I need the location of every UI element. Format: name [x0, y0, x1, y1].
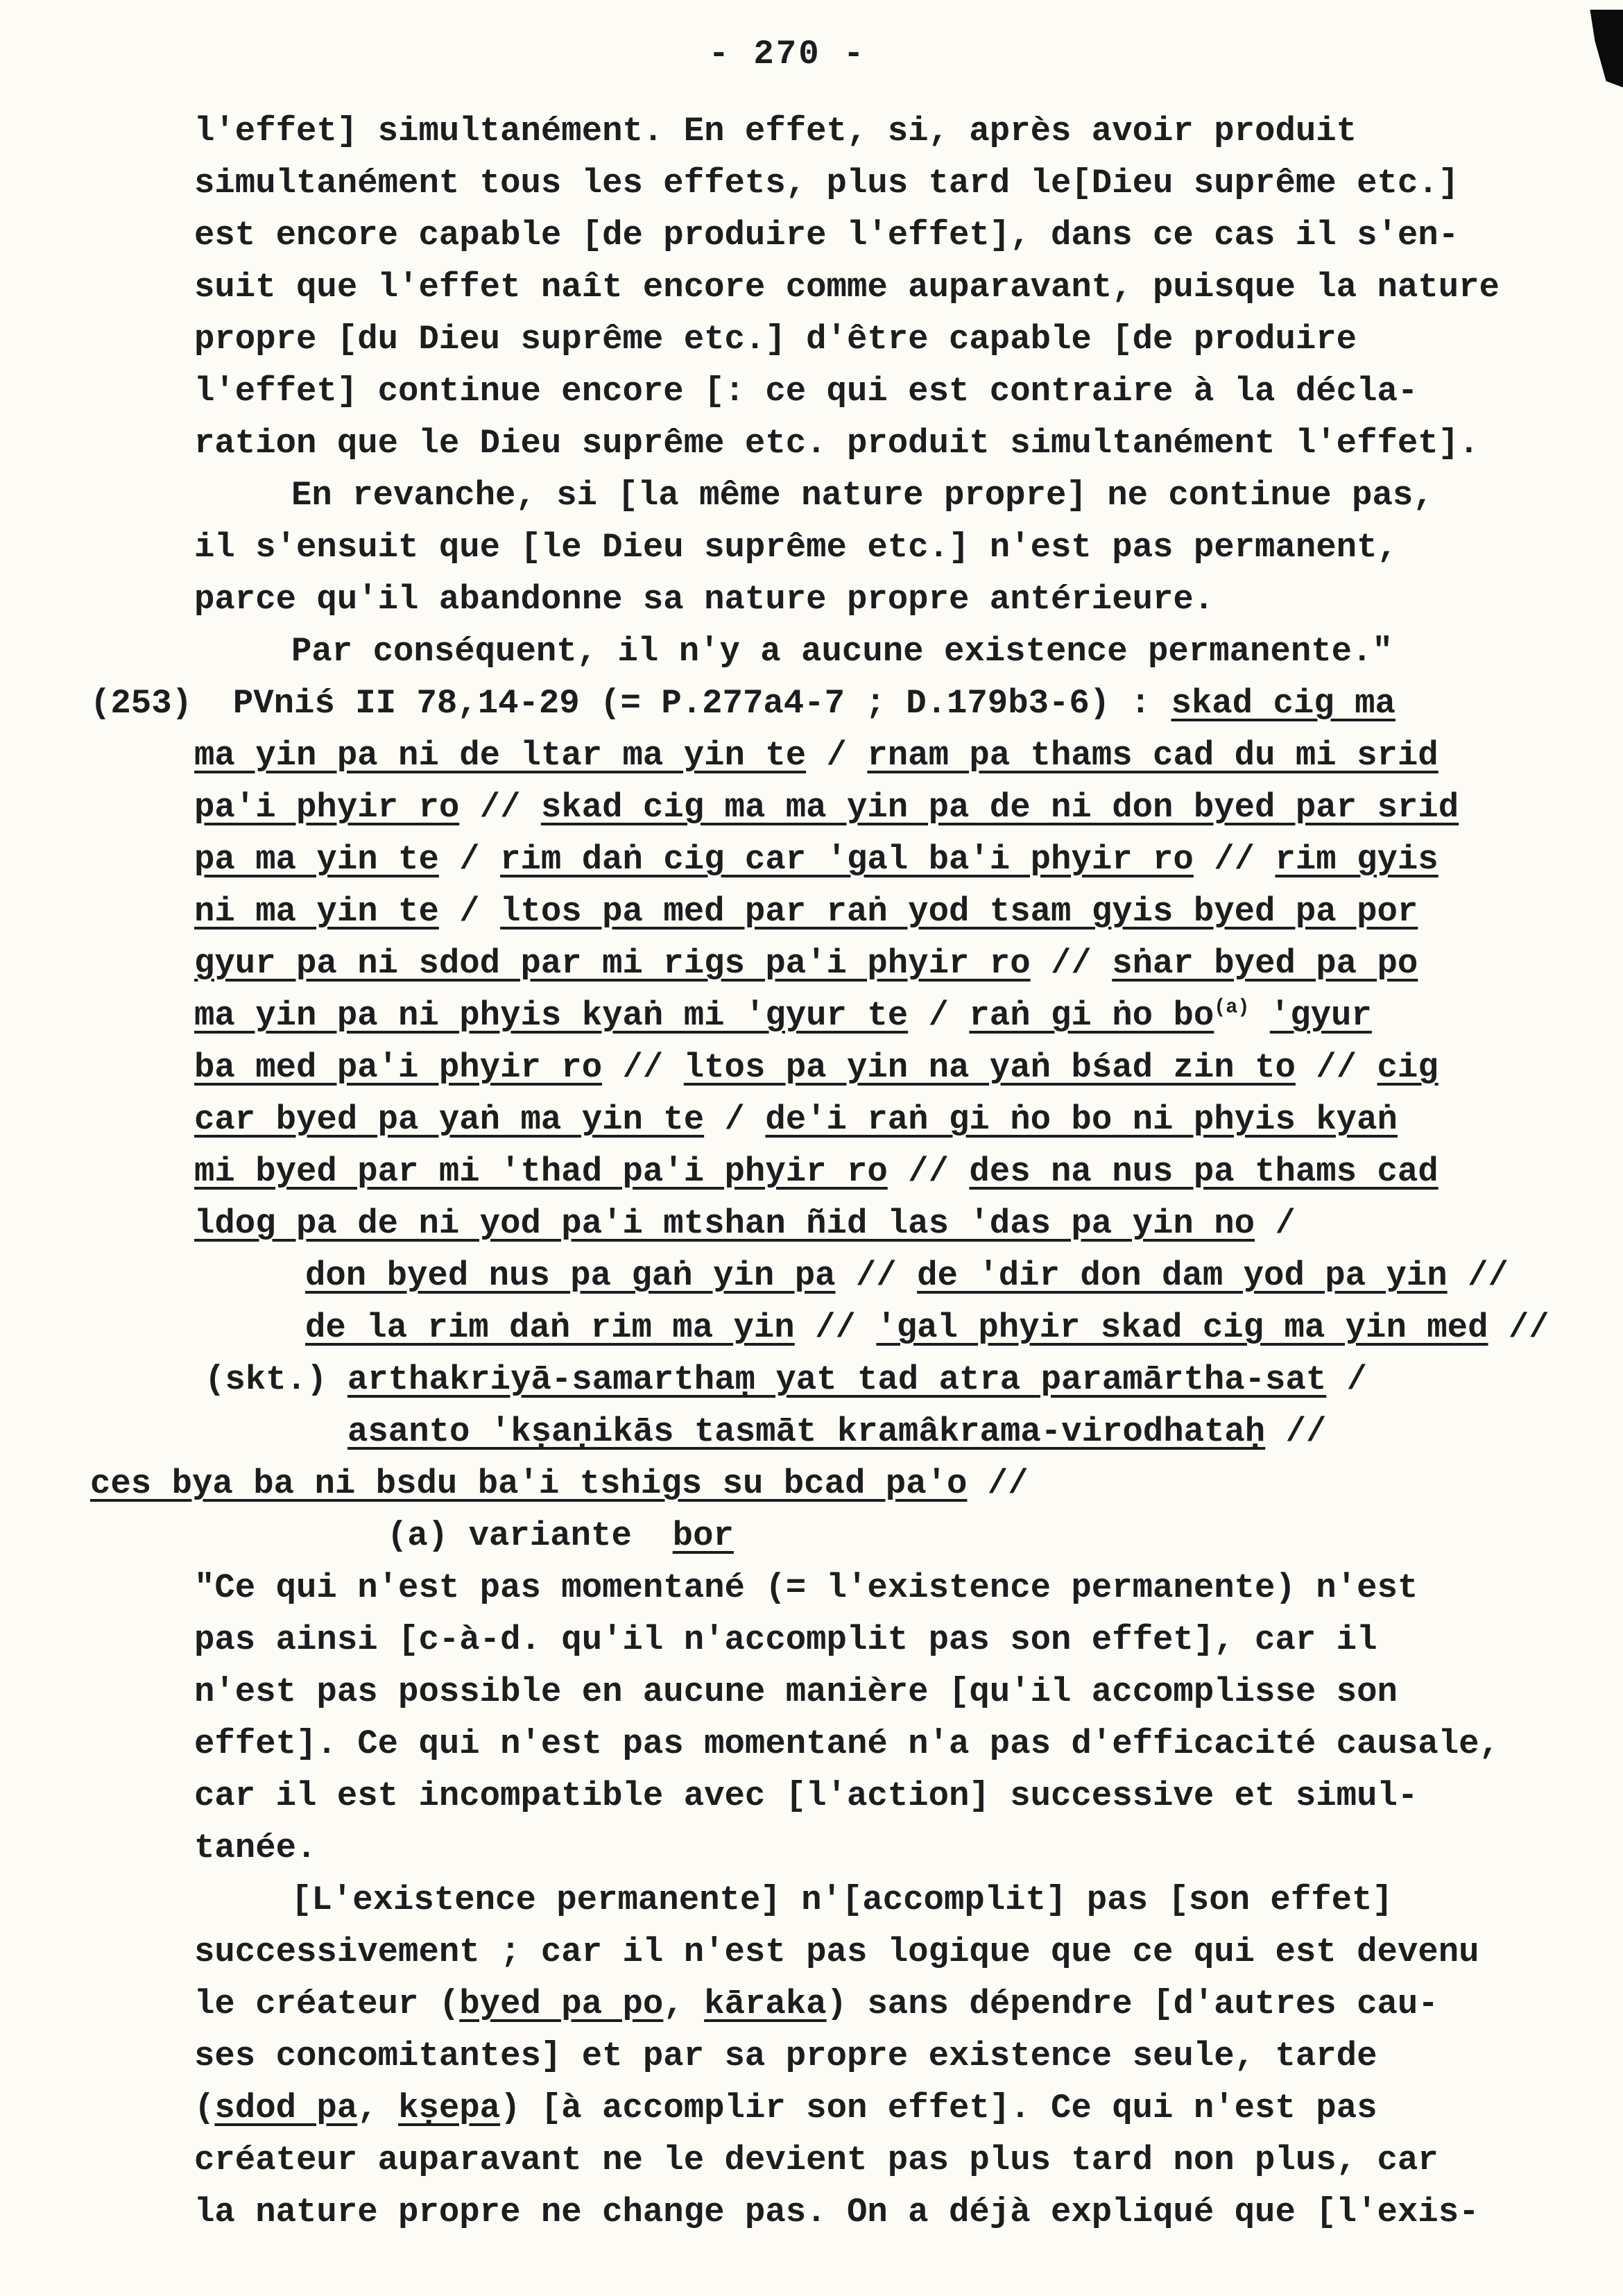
text-segment: il s'ensuit que [le Dieu suprême etc.] n'est pas permanent, [194, 528, 1398, 567]
underlined-text: byed pa po [459, 1985, 664, 2023]
scan-artifact-corner [1583, 10, 1623, 87]
text-segment: // [794, 1308, 877, 1347]
text-segment: / [704, 1100, 766, 1139]
text-segment: Par conséquent, il n'y a aucune existence permanente." [291, 632, 1393, 671]
text-segment: En revanche, si [la même nature propre] ne continue pas, [291, 476, 1434, 515]
underlined-text: ba med pa'i phyir ro [194, 1048, 603, 1087]
text-segment: // [1265, 1412, 1327, 1451]
text-segment: // [887, 1152, 970, 1191]
text-segment: (a) variante [387, 1516, 673, 1555]
underlined-text: kāraka [704, 1985, 827, 2023]
text-line [194, 1718, 1588, 1770]
text-line [194, 2082, 1588, 2134]
text-segment: / [1255, 1204, 1296, 1243]
text-line [194, 418, 1588, 470]
text-line [194, 782, 1588, 834]
text-segment: // [1295, 1048, 1377, 1087]
underlined-text: raṅ gi ṅo bo [969, 996, 1214, 1035]
text-line [194, 314, 1588, 366]
text-segment: le créateur ( [194, 1985, 460, 2023]
text-segment: est encore capable [de produire l'effet], dans ce cas il s'en- [194, 216, 1459, 255]
text-segment: propre [du Dieu suprême etc.] d'être capable [de produire [194, 320, 1357, 359]
underlined-text: rnam pa thams cad du mi srid [867, 736, 1439, 775]
text-segment: , [357, 2089, 399, 2127]
underlined-text: ma yin pa ni de ltar ma yin te [194, 736, 807, 775]
underlined-text: cig [1377, 1048, 1439, 1087]
text-segment: // [835, 1256, 918, 1295]
text-line [291, 470, 1588, 522]
text-line [90, 1458, 1588, 1510]
underlined-text: ltos pa med par raṅ yod tsam gyis byed pa por [500, 892, 1418, 931]
text-segment: ration que le Dieu suprême etc. produit simultanément l'effet]. [194, 424, 1479, 463]
text-line [194, 2134, 1588, 2186]
underlined-text: gyur pa ni sdod par mi rigs pa'i phyir ro [194, 944, 1031, 983]
underlined-text: don byed nus pa gaṅ yin pa [305, 1256, 836, 1295]
text-segment: car il est incompatible avec [l'action] successive et simul- [194, 1776, 1418, 1815]
text-line [305, 1250, 1588, 1302]
text-line [194, 262, 1588, 314]
underlined-text: de'i raṅ gi ṅo bo ni phyis kyaṅ [765, 1100, 1398, 1139]
text-line [194, 105, 1588, 157]
text-segment [1249, 996, 1269, 1035]
text-line [194, 366, 1588, 418]
text-segment: n'est pas possible en aucune manière [qu'il accomplisse son [194, 1672, 1398, 1711]
text-segment: (253) PVniś II 78,14-29 (= P.277a4-7 ; D.179b3-6) : [90, 684, 1171, 723]
text-segment: successivement ; car il n'est pas logique que ce qui est devenu [194, 1933, 1479, 1971]
text-segment: l'effet] continue encore [: ce qui est contraire à la décla- [194, 372, 1418, 411]
text-line [194, 1094, 1588, 1146]
text-segment: ) sans dépendre [d'autres cau- [826, 1985, 1439, 2023]
text-line [194, 990, 1588, 1042]
underlined-text: asanto 'kṣaṇikās tasmāt kramâkrama-virodhataḥ [347, 1412, 1266, 1451]
text-body [90, 105, 1588, 2238]
underlined-text: car byed pa yaṅ ma yin te [194, 1100, 705, 1139]
text-line [194, 1978, 1588, 2030]
text-segment: effet]. Ce qui n'est pas momentané n'a pas d'efficacité causale, [194, 1724, 1500, 1763]
text-line [205, 1354, 1588, 1406]
text-segment: // [459, 788, 541, 827]
text-segment: suit que l'effet naît encore comme auparavant, puisque la nature [194, 268, 1500, 307]
text-segment: // [1030, 944, 1113, 983]
underlined-text: 'gal phyir skad cig ma yin med [876, 1308, 1488, 1347]
text-line [305, 1302, 1588, 1354]
text-line [194, 1822, 1588, 1874]
text-segment: pas ainsi [c-à-d. qu'il n'accomplit pas son effet], car il [194, 1620, 1377, 1659]
underlined-text: rim gyis [1275, 840, 1439, 879]
text-segment: ses concomitantes] et par sa propre existence seule, tarde [194, 2037, 1377, 2075]
text-segment: parce qu'il abandonne sa nature propre antérieure. [194, 580, 1214, 619]
text-line [194, 1562, 1588, 1614]
text-segment: , [663, 1985, 705, 2023]
text-line [90, 678, 1588, 730]
text-segment: ) [à accomplir son effet]. Ce qui n'est pas [500, 2089, 1377, 2127]
text-segment: créateur auparavant ne le devient pas plus tard non plus, car [194, 2141, 1439, 2179]
text-segment: / [438, 892, 501, 931]
text-line [194, 886, 1588, 938]
text-line [347, 1406, 1588, 1458]
text-segment: / [1326, 1360, 1368, 1399]
text-segment: / [438, 840, 501, 879]
underlined-text: 'gyur [1269, 996, 1372, 1035]
text-line [291, 1874, 1588, 1926]
underlined-text: kṣepa [398, 2089, 501, 2127]
underlined-text: bor [672, 1516, 734, 1555]
text-line [194, 1770, 1588, 1822]
underlined-text: ni ma yin te [194, 892, 439, 931]
text-line [194, 209, 1588, 262]
text-segment: / [908, 996, 970, 1035]
text-segment: // [967, 1464, 1029, 1503]
text-line [194, 1042, 1588, 1094]
page-number: - 270 - [708, 35, 866, 74]
superscript-note-ref: (a) [1214, 995, 1250, 1019]
text-line [194, 730, 1588, 782]
text-segment: ( [194, 2089, 215, 2127]
text-line [194, 1926, 1588, 1978]
text-segment: (skt.) [205, 1360, 347, 1399]
text-segment: // [1488, 1308, 1549, 1347]
text-line [194, 1666, 1588, 1718]
text-line [194, 938, 1588, 990]
text-line [194, 157, 1588, 209]
underlined-text: skad cig ma ma yin pa de ni don byed par srid [540, 788, 1459, 827]
text-segment: // [1447, 1256, 1509, 1295]
text-segment: // [602, 1048, 684, 1087]
underlined-text: pa ma yin te [194, 840, 439, 879]
text-line [194, 2186, 1588, 2238]
underlined-text: ltos pa yin na yaṅ bśad zin to [683, 1048, 1296, 1087]
text-segment: / [806, 736, 868, 775]
underlined-text: arthakriyā-samarthaṃ yat tad atra paramārtha-sat [347, 1360, 1327, 1399]
text-line [194, 1198, 1588, 1250]
underlined-text: ma yin pa ni phyis kyaṅ mi 'gyur te [194, 996, 909, 1035]
text-line [194, 2030, 1588, 2082]
text-segment: "Ce qui n'est pas momentané (= l'existence permanente) n'est [194, 1568, 1418, 1607]
text-line [387, 1510, 1588, 1562]
text-line [194, 522, 1588, 574]
text-segment: simultanément tous les effets, plus tard le[Dieu suprême etc.] [194, 164, 1459, 203]
text-line [291, 626, 1588, 678]
underlined-text: de 'dir don dam yod pa yin [917, 1256, 1448, 1295]
underlined-text: rim daṅ cig car 'gal ba'i phyir ro [500, 840, 1194, 879]
underlined-text: ces bya ba ni bsdu ba'i tshigs su bcad pa'o [90, 1464, 968, 1503]
text-segment: // [1193, 840, 1276, 879]
underlined-text: des na nus pa thams cad [969, 1152, 1439, 1191]
underlined-text: de la rim daṅ rim ma yin [305, 1308, 795, 1347]
text-segment: la nature propre ne change pas. On a déjà expliqué que [l'exis- [194, 2193, 1479, 2231]
text-segment: [L'existence permanente] n'[accomplit] pas [son effet] [291, 1881, 1393, 1919]
text-line [194, 1146, 1588, 1198]
text-segment: tanée. [194, 1828, 317, 1867]
underlined-text: ldog pa de ni yod pa'i mtshan ñid las 'das pa yin no [194, 1204, 1255, 1243]
text-line [194, 1614, 1588, 1666]
underlined-text: sṅar byed pa po [1112, 944, 1418, 983]
underlined-text: pa'i phyir ro [194, 788, 460, 827]
text-line [194, 574, 1588, 626]
text-line [194, 834, 1588, 886]
underlined-text: mi byed par mi 'thad pa'i phyir ro [194, 1152, 888, 1191]
text-segment: l'effet] simultanément. En effet, si, après avoir produit [194, 112, 1357, 151]
underlined-text: sdod pa [214, 2089, 358, 2127]
underlined-text: skad cig ma [1171, 684, 1396, 723]
